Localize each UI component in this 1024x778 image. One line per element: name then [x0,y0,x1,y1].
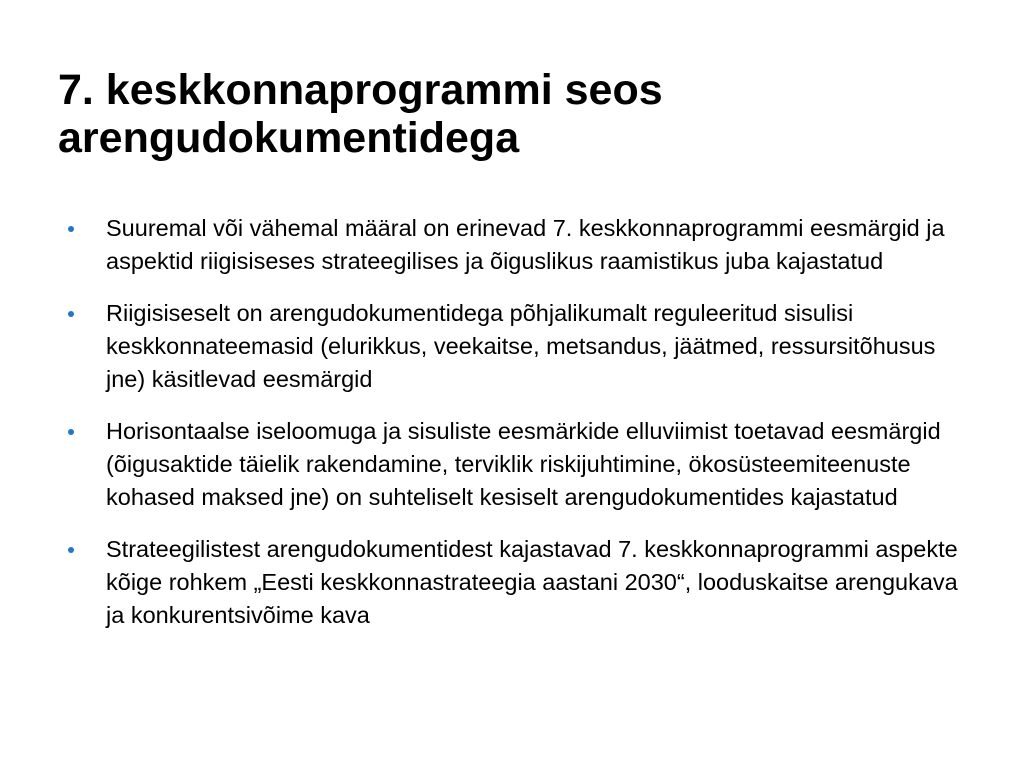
bullet-item [68,297,978,396]
bullet-item [68,212,978,278]
bullet-dot-icon [68,311,74,317]
bullet-dot-icon [68,547,74,553]
bullet-text: Riigisiseselt on arengudokumentidega põhjalikumalt reguleeritud sisulisi keskkonnateemasid (elurikkus, veekaitse, metsandus, jäätmed, ressursitõhusus jne) käsitlevad eesmärgid [106,300,936,392]
bullet-item [68,533,978,632]
slide-title: 7. keskkonnaprogrammi seos arengudokumentidega [58,66,663,162]
bullet-item [68,415,978,514]
bullet-dot-icon [68,429,74,435]
bullet-text: Suuremal või vähemal määral on erinevad 7. keskkonnaprogrammi eesmärgid ja aspektid riigisiseses strateegilises ja õiguslikus raamistikus juba kajastatud [106,215,945,274]
bullet-text: Horisontaalse iseloomuga ja sisuliste eesmärkide elluviimist toetavad eesmärgid (õigusaktide täielik rakendamine, terviklik riskijuhtimine, ökosüsteemiteenuste kohased maksed jne) on suhteliselt kesiselt arengudokumentides kajastatud [106,418,941,510]
bullet-dot-icon [68,226,74,232]
bullet-list [68,212,978,632]
bullet-text: Strateegilistest arengudokumentidest kajastavad 7. keskkonnaprogrammi aspekte kõige rohkem „Eesti keskkonnastrateegia aastani 2030“, looduskaitse arengukava ja konkurentsivõime kava [106,536,958,628]
